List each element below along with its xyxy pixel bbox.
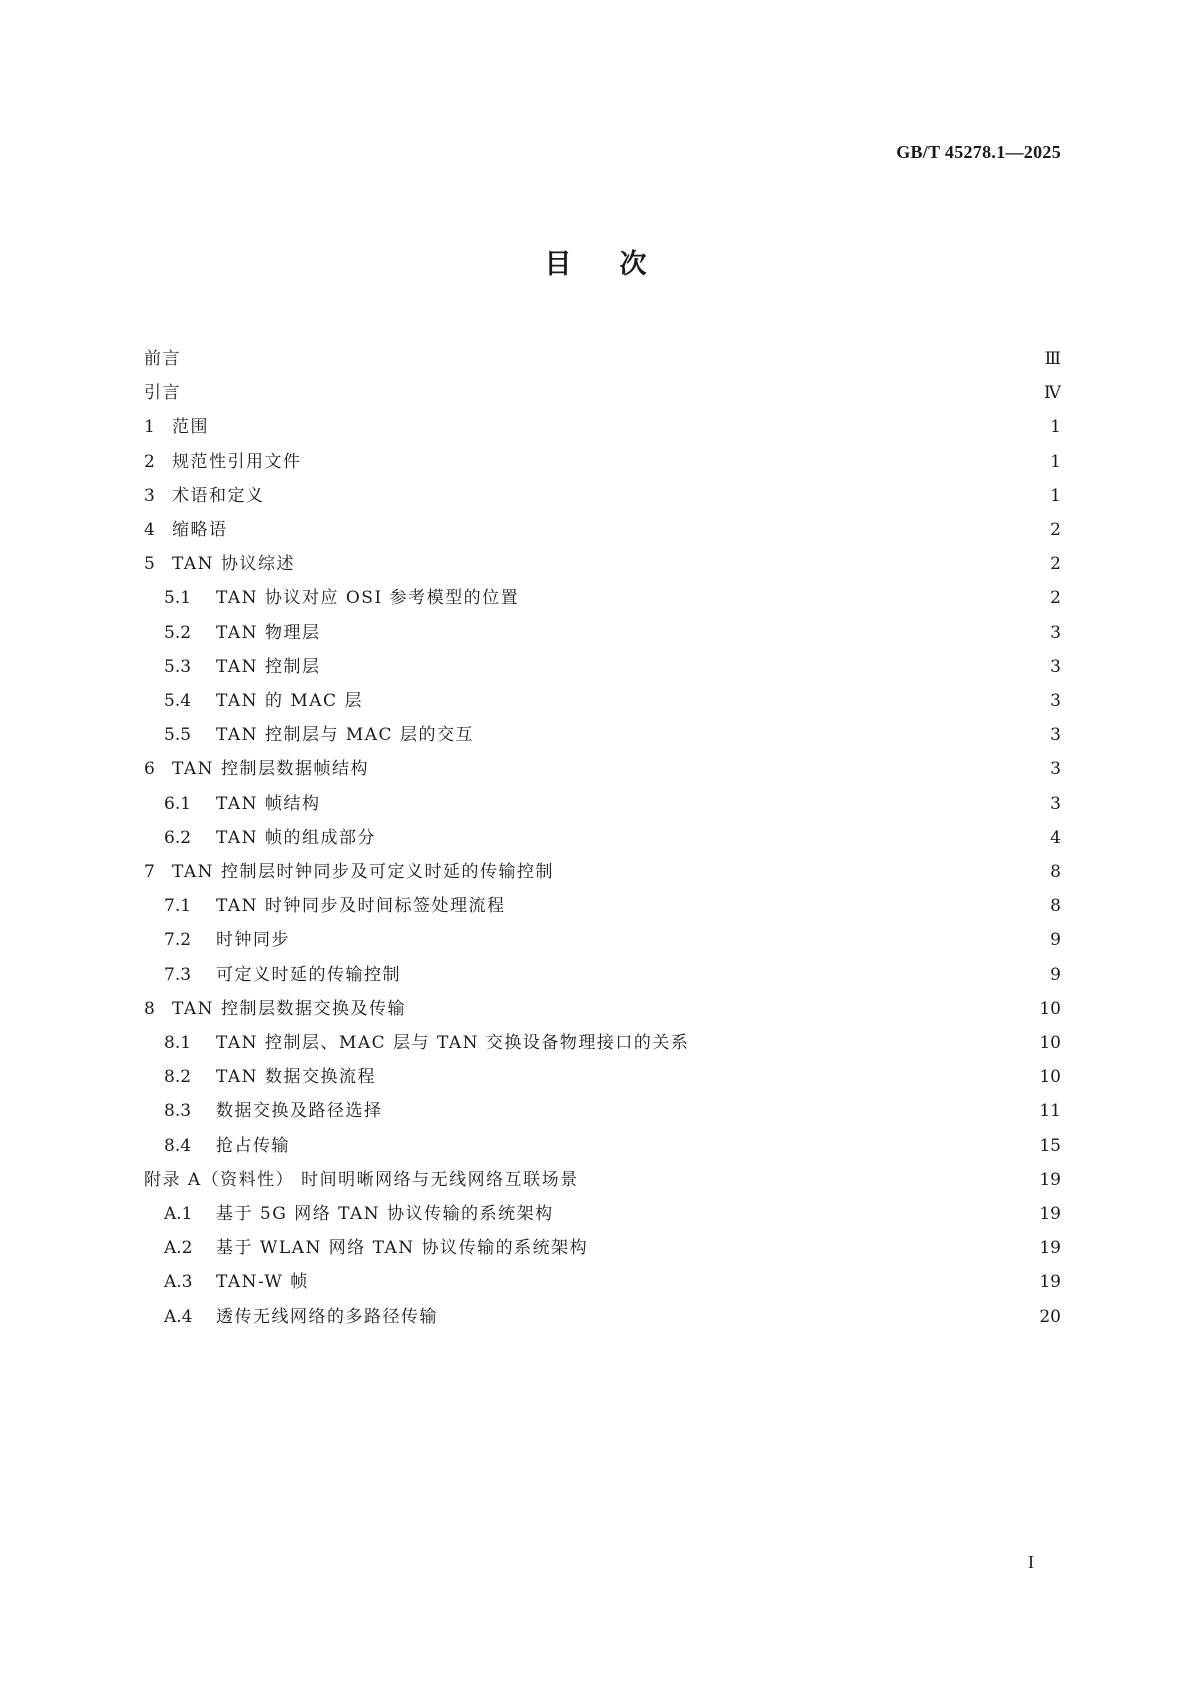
toc-entry[interactable]: [164, 1261, 1061, 1293]
toc-entry-page: 10: [1039, 1067, 1061, 1088]
toc-entry-label: 数据交换及路径选择: [216, 1101, 383, 1122]
toc-entry[interactable]: [144, 851, 1061, 882]
footer-page-number: I: [1028, 1552, 1034, 1572]
toc-entry-label: 术语和定义: [172, 485, 265, 506]
toc-leader: [310, 441, 1040, 467]
toc-entry-label: TAN 控制层时钟同步及可定义时延的传输控制: [172, 862, 554, 882]
toc-entry[interactable]: [164, 1296, 1061, 1327]
toc-entry-number: 3: [144, 485, 155, 506]
toc-entry-page: 1: [1050, 417, 1061, 438]
toc-entry-number: 5.5: [164, 725, 192, 746]
toc-entry[interactable]: [144, 338, 1061, 369]
toc-leader: [189, 338, 1037, 364]
toc-entry-number: 7: [144, 862, 155, 882]
toc-entry-number: 8: [144, 998, 155, 1019]
toc-leader: [328, 783, 1039, 809]
toc-entry[interactable]: [144, 988, 1061, 1019]
toc-leader: [273, 475, 1040, 501]
toc-leader: [527, 577, 1039, 603]
toc-entry-number: A.2: [164, 1238, 193, 1259]
toc-entry-page: 19: [1039, 1272, 1061, 1293]
toc-leader: [697, 1022, 1031, 1048]
toc-entry[interactable]: [164, 817, 1061, 848]
toc-entry[interactable]: [144, 748, 1061, 780]
toc-entry-page: Ⅲ: [1044, 349, 1061, 369]
toc-entry-page: 19: [1039, 1238, 1061, 1259]
toc-entry[interactable]: [164, 885, 1061, 917]
toc-leader: [391, 1090, 1032, 1116]
toc-entry-label: TAN 帧结构: [216, 793, 321, 814]
toc-entry-page: 9: [1050, 930, 1061, 951]
toc-entry-page: 3: [1050, 656, 1061, 677]
toc-entry[interactable]: [164, 646, 1061, 677]
toc-entry[interactable]: [164, 1227, 1061, 1259]
toc-entry-number: 6.2: [164, 827, 192, 848]
toc-entry[interactable]: [144, 441, 1061, 472]
toc-leader: [236, 509, 1040, 535]
toc-entry-label: 引言: [144, 383, 181, 404]
toc-leader: [414, 988, 1031, 1014]
toc-entry-page: 3: [1050, 793, 1061, 814]
toc-entry-page: 3: [1050, 759, 1061, 780]
toc-entry-label: TAN 控制层: [216, 656, 321, 677]
toc-entry-label: 时钟同步: [216, 930, 290, 951]
toc-entry-page: Ⅳ: [1044, 383, 1061, 404]
toc-entry-label: TAN 协议综述: [172, 554, 295, 575]
toc-entry-number: 7.1: [164, 896, 192, 917]
toc-leader: [217, 406, 1039, 432]
toc-entry-page: 2: [1050, 554, 1061, 575]
toc-leader: [317, 1261, 1032, 1287]
toc-entry-page: 8: [1050, 896, 1061, 917]
toc-leader: [482, 714, 1039, 740]
toc-leader: [328, 612, 1039, 638]
toc-entry-label: 缩略语: [172, 520, 228, 540]
toc-entry-label: 基于 5G 网络 TAN 协议传输的系统架构: [216, 1204, 554, 1224]
toc-leader: [303, 543, 1039, 569]
toc-entry-page: 3: [1050, 622, 1061, 643]
toc-entry-label: 前言: [144, 349, 181, 369]
toc-entry[interactable]: [164, 919, 1061, 951]
toc-entry-number: A.4: [164, 1306, 193, 1327]
toc-entry-number: A.1: [164, 1204, 193, 1224]
toc-entry-number: 8.3: [164, 1101, 192, 1122]
toc-entry[interactable]: [164, 783, 1061, 814]
toc-entry-number: 6: [144, 759, 155, 780]
toc-entry[interactable]: [164, 1125, 1061, 1156]
toc-entry-label: 透传无线网络的多路径传输: [216, 1306, 438, 1327]
toc-entry-page: 2: [1050, 588, 1061, 609]
toc-entry-label: TAN 数据交换流程: [216, 1067, 376, 1088]
toc-entry-label: TAN 控制层与 MAC 层的交互: [216, 725, 474, 746]
toc-entry[interactable]: [164, 612, 1061, 643]
toc-entry-label: 基于 WLAN 网络 TAN 协议传输的系统架构: [216, 1238, 589, 1259]
toc-entry-page: 19: [1039, 1204, 1061, 1224]
toc-leader: [562, 1193, 1032, 1219]
toc-entry[interactable]: [144, 406, 1061, 438]
toc-entry-number: 6.1: [164, 793, 192, 814]
toc-entry-number: 5.4: [164, 691, 192, 711]
toc-entry-page: 20: [1039, 1306, 1061, 1327]
toc-entry-label: 抢占传输: [216, 1135, 290, 1156]
toc-entry-label: TAN 物理层: [216, 622, 321, 643]
toc-leader: [189, 372, 1036, 398]
toc-entry-page: 10: [1039, 998, 1061, 1019]
toc-leader: [384, 817, 1039, 843]
toc-entry-number: 7.3: [164, 964, 192, 985]
standard-code: GB/T 45278.1—2025: [896, 142, 1061, 162]
toc-entry[interactable]: [164, 1022, 1061, 1053]
toc-leader: [328, 646, 1039, 672]
toc-entry-page: 3: [1050, 691, 1061, 711]
toc-leader: [409, 954, 1039, 980]
toc-entry-number: 8.4: [164, 1135, 192, 1156]
toc-entry[interactable]: [164, 1056, 1061, 1088]
toc-entry[interactable]: [144, 543, 1061, 575]
toc-entry-number: 4: [144, 520, 155, 540]
toc-entry-label: 附录 A（资料性） 时间明晰网络与无线网络互联场景: [144, 1169, 579, 1190]
toc-leader: [596, 1227, 1031, 1253]
toc-entry-number: 1: [144, 417, 155, 438]
toc-entry-label: 规范性引用文件: [172, 451, 302, 472]
toc-entry-label: TAN-W 帧: [216, 1272, 309, 1293]
toc-entry-label: TAN 控制层数据帧结构: [172, 759, 369, 780]
toc-entry-page: 1: [1050, 485, 1061, 506]
toc-entry[interactable]: [144, 509, 1061, 540]
toc-leader: [384, 1056, 1031, 1082]
toc-entry[interactable]: [164, 1193, 1061, 1224]
toc-entry-page: 9: [1050, 964, 1061, 985]
toc-entry-page: 15: [1039, 1135, 1061, 1156]
toc-entry[interactable]: [144, 372, 1061, 404]
toc-entry-number: 2: [144, 451, 155, 472]
toc-entry-label: TAN 协议对应 OSI 参考模型的位置: [216, 588, 520, 609]
toc-leader: [446, 1296, 1031, 1322]
toc-entry-page: 1: [1050, 451, 1061, 472]
toc-entry-number: 5.2: [164, 622, 192, 643]
toc-leader: [371, 680, 1039, 706]
toc-entry-number: 5: [144, 554, 155, 575]
toc-entry[interactable]: [144, 475, 1061, 506]
toc-entry-number: A.3: [164, 1272, 193, 1293]
toc-leader: [298, 1125, 1031, 1151]
toc-entry-label: TAN 控制层数据交换及传输: [172, 998, 406, 1019]
toc-entry-number: 5.1: [164, 588, 192, 609]
toc-entry-label: TAN 时钟同步及时间标签处理流程: [216, 896, 506, 917]
toc-entry[interactable]: [164, 1090, 1061, 1122]
toc-entry-label: 范围: [172, 417, 209, 438]
toc-entry-number: 8.1: [164, 1033, 192, 1053]
toc-entry-number: 8.2: [164, 1067, 192, 1088]
toc-entry-page: 4: [1050, 827, 1061, 848]
toc-entry-number: 7.2: [164, 930, 192, 951]
toc-leader: [298, 919, 1039, 945]
toc-leader: [562, 851, 1039, 877]
toc-entry-page: 11: [1039, 1101, 1061, 1122]
toc-leader: [587, 1159, 1032, 1185]
toc-entry-page: 3: [1050, 725, 1061, 746]
toc-entry-label: TAN 帧的组成部分: [216, 827, 376, 848]
toc-entry-page: 19: [1039, 1169, 1061, 1190]
toc-entry-page: 8: [1050, 862, 1061, 882]
page-title: 目次: [544, 249, 695, 280]
toc-entry-label: 可定义时延的传输控制: [216, 964, 401, 985]
toc-entry-page: 2: [1050, 520, 1061, 540]
toc-entry-page: 10: [1039, 1033, 1061, 1053]
toc-leader: [513, 885, 1039, 911]
toc-entry-label: TAN 的 MAC 层: [216, 691, 363, 711]
toc-entry[interactable]: [164, 680, 1061, 711]
toc-entry-number: 5.3: [164, 656, 192, 677]
toc-entry[interactable]: [164, 577, 1061, 609]
toc-entry[interactable]: [144, 1159, 1061, 1190]
toc-leader: [377, 748, 1039, 774]
toc-entry-label: TAN 控制层、MAC 层与 TAN 交换设备物理接口的关系: [216, 1033, 690, 1053]
toc-entry[interactable]: [164, 714, 1061, 746]
toc-entry[interactable]: [164, 954, 1061, 985]
